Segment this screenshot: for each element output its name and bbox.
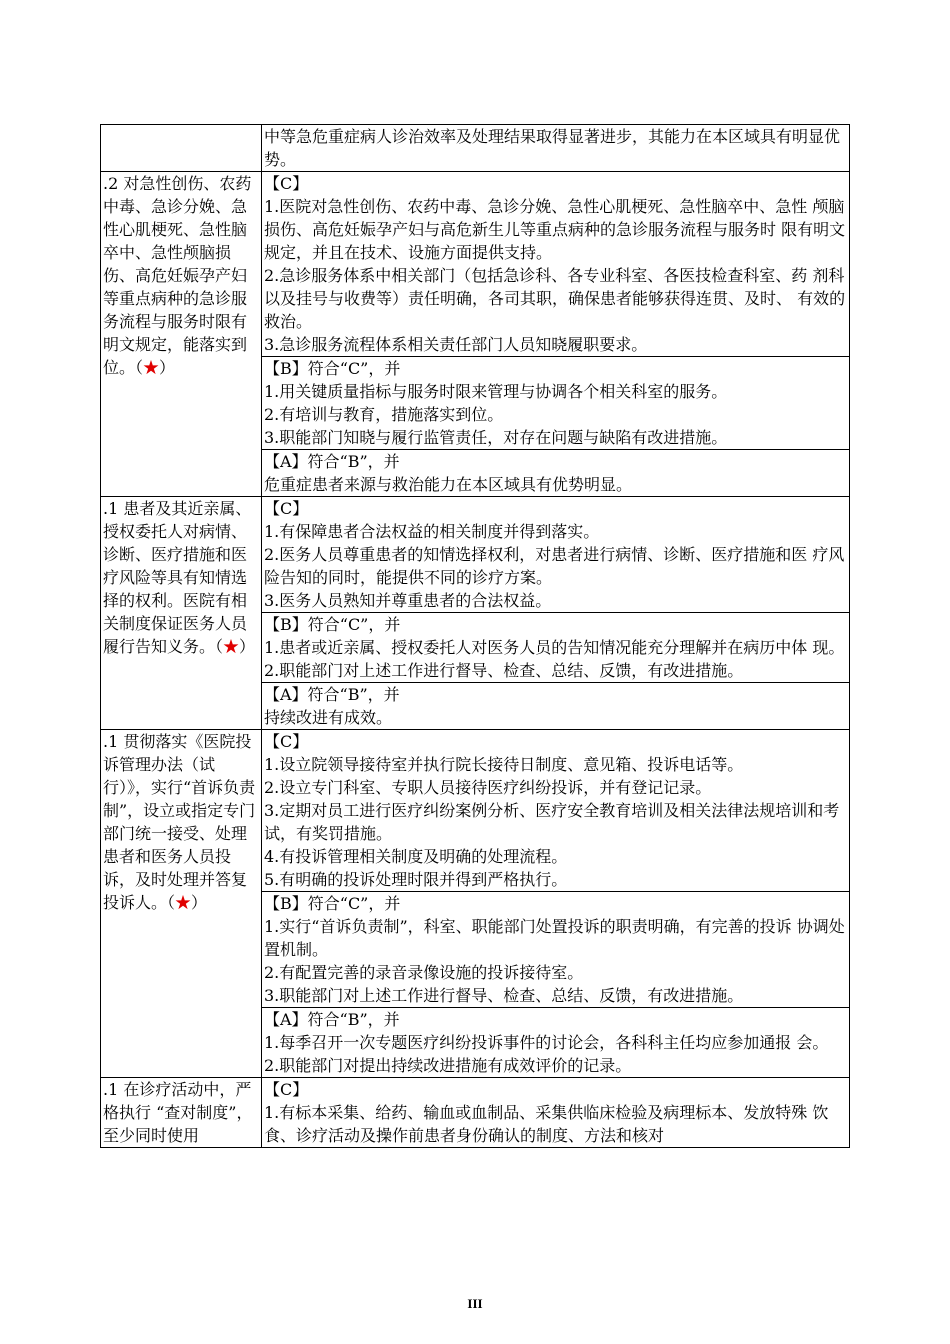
standard-item-text: ） xyxy=(191,893,208,912)
standards-table xyxy=(100,124,850,1148)
star-icon: ★ xyxy=(143,358,160,377)
criteria-line: 2.职能部门对提出持续改进措施有成效评价的记录。 xyxy=(264,1056,632,1075)
criteria-level-heading: 【C】 xyxy=(264,732,309,751)
standard-item-text: .1 患者及其近亲属、授权委托人对病情、诊断、医疗措施和医疗风险等具有知情选择的权利。医院有相关制度保证医务人员履行告知义务。（ xyxy=(103,499,252,656)
criteria-line: 4.有投诉管理相关制度及明确的处理流程。 xyxy=(264,847,568,866)
criteria-level-cell xyxy=(262,683,850,730)
standard-item-text: ） xyxy=(239,637,256,656)
criteria-level-heading: 【C】 xyxy=(264,174,309,193)
criteria-line: 2.有培训与教育，措施落实到位。 xyxy=(264,405,504,424)
star-icon: ★ xyxy=(175,893,192,912)
criteria-level-heading: 【B】符合“C”，并 xyxy=(264,359,401,378)
standard-item-cell xyxy=(101,1078,262,1148)
standard-item-cell xyxy=(101,172,262,497)
criteria-level-heading: 【A】符合“B”，并 xyxy=(264,1010,400,1029)
criteria-line: 1.设立院领导接待室并执行院长接待日制度、意见箱、投诉电话等。 xyxy=(264,755,744,774)
criteria-level-cell xyxy=(262,1008,850,1078)
criteria-level-cell xyxy=(262,497,850,613)
criteria-line: 1.医院对急性创伤、农药中毒、急诊分娩、急性心肌梗死、急性脑卒中、急性 颅脑损伤、高危妊娠孕产妇与高危新生儿等重点病种的急诊服务流程与服务时 限有明文规定，并且在技术、设施方面提供支持。 xyxy=(264,197,846,262)
criteria-level-cell xyxy=(262,892,850,1008)
standard-item-text: .1 在诊疗活动中，严格执行 “查对制度”，至少同时使用 xyxy=(103,1080,253,1145)
table-row xyxy=(101,1078,850,1148)
criteria-level-cell xyxy=(262,730,850,892)
star-icon: ★ xyxy=(223,637,240,656)
standard-item-text: .2 对急性创伤、农药中毒、急诊分娩、急性心肌梗死、急性脑卒中、急性颅脑损伤、高危妊娠孕产妇等重点病种的急诊服务流程与服务时限有明文规定，能落实到位。（ xyxy=(103,174,252,377)
standards-table-body xyxy=(101,125,850,1148)
criteria-line: 1.患者或近亲属、授权委托人对医务人员的告知情况能充分理解并在病历中体 现。 xyxy=(264,638,845,657)
table-row xyxy=(101,125,850,172)
criteria-line: 1.有标本采集、给药、输血或血制品、采集供临床检验及病理标本、发放特殊 饮食、诊疗活动及操作前患者身份确认的制度、方法和核对 xyxy=(264,1103,829,1145)
standard-item-text: ） xyxy=(159,358,176,377)
criteria-level-heading: 【A】符合“B”，并 xyxy=(264,452,400,471)
criteria-line: 2.设立专门科室、专职人员接待医疗纠纷投诉，并有登记记录。 xyxy=(264,778,712,797)
criteria-level-heading: 【B】符合“C”，并 xyxy=(264,894,401,913)
criteria-level-heading: 【C】 xyxy=(264,1080,309,1099)
criteria-line: 3.定期对员工进行医疗纠纷案例分析、医疗安全教育培训及相关法律法规培训和考试，有奖罚措施。 xyxy=(264,801,840,843)
criteria-line: 1.每季召开一次专题医疗纠纷投诉事件的讨论会，各科科主任均应参加通报 会。 xyxy=(264,1033,829,1052)
criteria-line: 2.有配置完善的录音录像设施的投诉接待室。 xyxy=(264,963,584,982)
table-row xyxy=(101,730,850,892)
criteria-level-cell xyxy=(262,172,850,357)
page-number: III xyxy=(467,1296,483,1311)
table-row xyxy=(101,497,850,613)
criteria-line: 2.急诊服务体系中相关部门（包括急诊科、各专业科室、各医技检查科室、药 剂科以及挂号与收费等）责任明确，各司其职，确保患者能够获得连贯、及时、 有效的救治。 xyxy=(264,266,846,331)
criteria-line: 1.实行“首诉负责制”，科室、职能部门处置投诉的职责明确，有完善的投诉 协调处置机制。 xyxy=(264,917,845,959)
criteria-level-heading: 【A】符合“B”，并 xyxy=(264,685,400,704)
standard-item-cell xyxy=(101,497,262,730)
criteria-level-cell xyxy=(262,613,850,683)
criteria-line: 2.职能部门对上述工作进行督导、检查、总结、反馈，有改进措施。 xyxy=(264,661,744,680)
criteria-level-heading: 【C】 xyxy=(264,499,309,518)
criteria-line: 3.急诊服务流程体系相关责任部门人员知晓履职要求。 xyxy=(264,335,648,354)
standard-item-cell xyxy=(101,730,262,1078)
criteria-line: 中等急危重症病人诊治效率及处理结果取得显著进步，其能力在本区域具有明显优势。 xyxy=(264,127,841,169)
criteria-level-cell xyxy=(262,450,850,497)
criteria-line: 1.有保障患者合法权益的相关制度并得到落实。 xyxy=(264,522,600,541)
criteria-line: 3.医务人员熟知并尊重患者的合法权益。 xyxy=(264,591,552,610)
standard-item-text: .1 贯彻落实《医院投诉管理办法（试行）》，实行“首诉负责制”，设立或指定专门部门统一接受、处理 患者和医务人员投诉，及时处理并答复投诉人。（ xyxy=(103,732,256,912)
table-row xyxy=(101,172,850,357)
criteria-line: 危重症患者来源与救治能力在本区域具有优势明显。 xyxy=(264,475,633,494)
criteria-level-heading: 【B】符合“C”，并 xyxy=(264,615,401,634)
criteria-line: 5.有明确的投诉处理时限并得到严格执行。 xyxy=(264,870,568,889)
criteria-line: 持续改进有成效。 xyxy=(264,708,393,727)
criteria-line: 3.职能部门对上述工作进行督导、检查、总结、反馈，有改进措施。 xyxy=(264,986,744,1005)
criteria-line: 2.医务人员尊重患者的知情选择权利，对患者进行病情、诊断、医疗措施和医 疗风险告知的同时，能提供不同的诊疗方案。 xyxy=(264,545,845,587)
criteria-level-cell xyxy=(262,125,850,172)
criteria-line: 3.职能部门知晓与履行监管责任，对存在问题与缺陷有改进措施。 xyxy=(264,428,728,447)
criteria-level-cell xyxy=(262,357,850,450)
criteria-level-cell xyxy=(262,1078,850,1148)
standard-item-cell xyxy=(101,125,262,172)
criteria-line: 1.用关键质量指标与服务时限来管理与协调各个相关科室的服务。 xyxy=(264,382,728,401)
